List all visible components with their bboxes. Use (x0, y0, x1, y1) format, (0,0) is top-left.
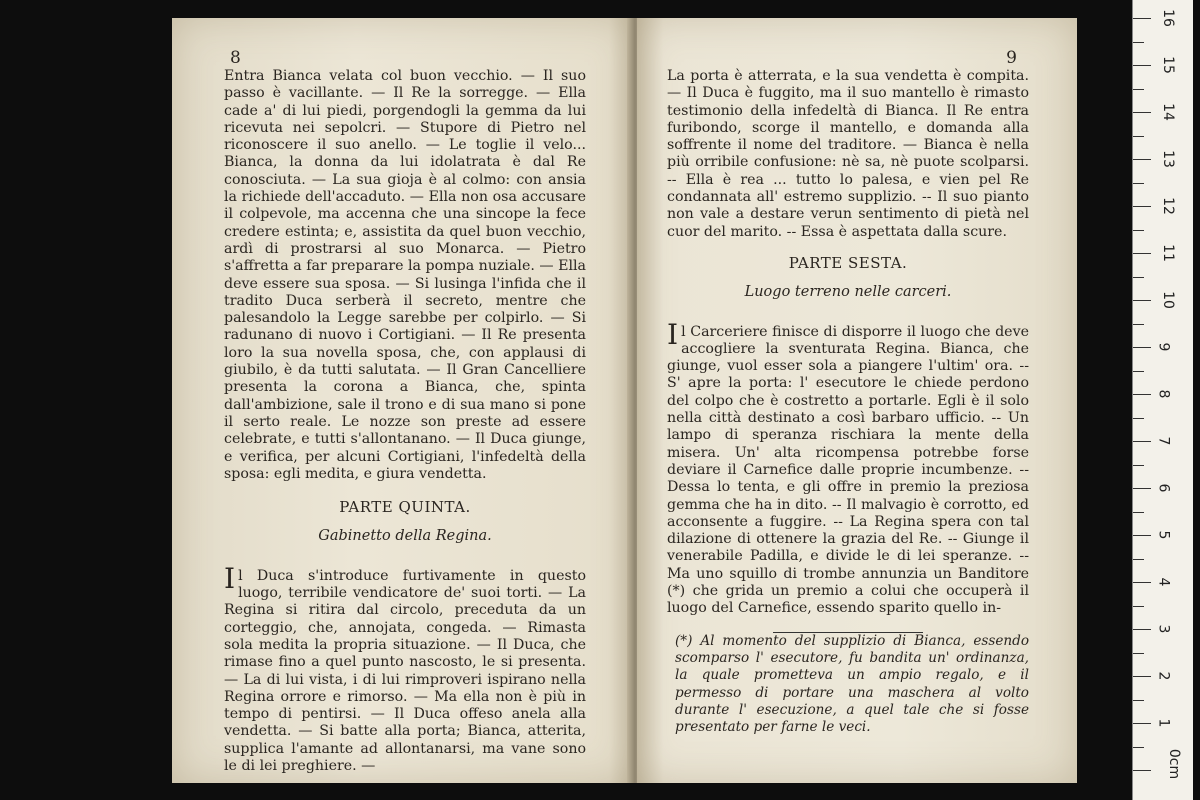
ruler-cm-tick (1133, 300, 1151, 301)
ruler-label: 6 (1155, 483, 1172, 493)
ruler-half-tick (1133, 606, 1144, 607)
ruler-label: 3 (1155, 624, 1172, 634)
ruler-label: 14 (1159, 103, 1176, 121)
ruler-cm-tick (1133, 112, 1151, 113)
ruler-cm-tick (1133, 253, 1151, 254)
ruler-half-tick (1133, 277, 1144, 278)
ruler-half-tick (1133, 324, 1144, 325)
ruler-half-tick (1133, 371, 1144, 372)
ruler-cm-tick (1133, 535, 1151, 536)
ruler-label: 8 (1155, 389, 1172, 399)
drop-cap-left: I (224, 561, 236, 595)
section-heading-parte-sesta: PARTE SESTA. (788, 253, 908, 272)
ruler-cm-tick (1133, 206, 1151, 207)
ruler-half-tick (1133, 559, 1144, 560)
ruler-label: 2 (1155, 671, 1172, 681)
section-heading-parte-quinta: PARTE QUINTA. (339, 498, 471, 517)
ruler-cm-tick (1133, 723, 1151, 724)
ruler-half-tick (1133, 747, 1144, 748)
ruler-label: 7 (1155, 436, 1172, 446)
left-page (172, 18, 632, 783)
ruler-label: 0cm (1166, 748, 1183, 780)
ruler-cm-tick (1133, 18, 1151, 19)
footnote: (*) Al momento del supplizio di Bianca, essendo scomparso l' esecutore, fu bandita un' ordinanza, la quale prometteva un ampio regalo, e il permesso di portare una maschera al volto durante l' esecuzione, a quel tale che si fosse presentato per farne le veci. (675, 632, 1029, 736)
ruler-label: 11 (1159, 244, 1176, 262)
ruler-half-tick (1133, 465, 1144, 466)
left-paragraph-2: l Duca s'introduce furtivamente in questo luogo, terribile vendicatore de' suoi torti. — La Regina si ritira dal circolo, preceduta da un corteggio, che, annojata, congeda. — Rimasta sola medita la propria situazione. — Il Duca, che rimase fino a quel punto nascosto, le si presenta. — La di lui vista, i di lui rimproveri ispirano nella Regina orrore e rimorso. — Ma ella non è più in tempo di pentirsi. — Il Duca offeso anela alla vendetta. — Si batte alla porta; Bianca, atterita, supplica l'amante ad allontanarsi, ma vane sono le di lei preghiere. — (224, 567, 586, 774)
ruler-half-tick (1133, 183, 1144, 184)
ruler-half-tick (1133, 418, 1144, 419)
ruler-label: 1 (1155, 718, 1172, 728)
ruler-cm-tick (1133, 676, 1151, 677)
right-paragraph-1: La porta è atterrata, e la sua vendetta è compita. — Il Duca è fuggito, ma il suo mantello è rimasto testimonio della infedeltà di Bianca. Il Re entra furibondo, scorge il mantello, e domanda alla soffrente il nome del traditore. — Bianca è nella più orribile confusione: nè sa, nè puote scolparsi. -- Ella è rea ... tutto lo palesa, e vien pel Re condannata all' estremo supplizio. -- Il suo pianto non vale a destare verun sentimento di pietà nel cuor del marito. -- Essa è aspettata dalla scure. (667, 68, 1029, 240)
ruler-half-tick (1133, 700, 1144, 701)
ruler-label: 16 (1159, 9, 1176, 27)
ruler-cm-tick (1133, 159, 1151, 160)
section-subheading-left: Gabinetto della Regina. (318, 528, 492, 545)
ruler-label: 13 (1159, 150, 1176, 168)
ruler-label: 15 (1159, 56, 1176, 74)
right-page-text (667, 68, 1029, 736)
page-number-right: 9 (1006, 48, 1017, 68)
open-book-spread (172, 18, 1077, 783)
ruler-label: 12 (1159, 197, 1176, 215)
ruler-cm-tick (1133, 488, 1151, 489)
ruler-cm-tick (1133, 582, 1151, 583)
ruler-half-tick (1133, 653, 1144, 654)
section-subheading-right: Luogo terreno nelle carceri. (744, 284, 952, 301)
ruler-half-tick (1133, 136, 1144, 137)
ruler-half-tick (1133, 512, 1144, 513)
ruler-half-tick (1133, 89, 1144, 90)
right-page (637, 18, 1077, 783)
ruler-label: 9 (1155, 342, 1172, 352)
ruler-cm-tick (1133, 770, 1151, 771)
ruler-label: 10 (1159, 291, 1176, 309)
ruler-half-tick (1133, 230, 1144, 231)
ruler-half-tick (1133, 42, 1144, 43)
left-page-text (224, 68, 586, 775)
right-paragraph-2: l Carceriere finisce di disporre il luogo che deve accogliere la sventurata Regina. Bianca, che giunge, vuol esser sola a piangere l'ultim' ora. -- S' apre la porta: l' esecutore le chiede perdono del colpo che è costretto a portarle. Egli è il solo nella città destinato a così barbaro ufficio. -- Un lampo di speranza rischiara la mente della misera. Un' alta ricompensa potrebbe forse deviare il Carnefice dalle proprie incumbenze. -- Dessa lo tenta, e gli offre in premio la preziosa gemma che ha in dito. -- Il malvagio è corrotto, ed acconsente a fuggire. -- La Regina spera con tal dilazione di ottenere la grazia del Re. -- Giunge il venerabile Padilla, e divide le di lei speranze. -- Ma uno squillo di trombe annunzia un Banditore (*) che grida un premio a colui che occuperà il luogo del Carnefice, essendo sparito quello in- (667, 323, 1029, 617)
measuring-ruler (1132, 0, 1193, 800)
ruler-cm-tick (1133, 629, 1151, 630)
ruler-cm-tick (1133, 347, 1151, 348)
ruler-cm-tick (1133, 394, 1151, 395)
ruler-cm-tick (1133, 441, 1151, 442)
page-number-left: 8 (230, 48, 241, 68)
ruler-label: 4 (1155, 577, 1172, 587)
left-paragraph-1: Entra Bianca velata col buon vecchio. — Il suo passo è vacillante. — Il Re la sorregge. — Ella cade a' di lui piedi, porgendogli la gemma da lui ricevuta nei sepolcri. — Stupore di Pietro nel riconoscere il suo anello. — Le toglie il velo... Bianca, la donna da lui idolatrata è dal Re conosciuta. — La sua gioja è al colmo: con ansia la richiede dell'accaduto. — Ella non osa accusare il colpevole, ma accenna che una sincope la fece credere estinta; e, assistita da quel buon vecchio, ardì di prostrarsi al suo Monarca. — Pietro s'affretta a far preparare la pompa nuziale. — Ella deve essere sua sposa. — Si lusinga l'infida che il tradito Duca serberà il secreto, mentre che palesandolo la Legge sarebbe per colpirlo. — Si radunano di nuovo i Cortigiani. — Il Re presenta loro la sua novella sposa, che, con applausi di giubilo, è da tutti salutata. — Il Gran Cancelliere presenta la corona a Bianca, che, spinta dall'ambizione, sale il trono e di sua mano si pone il serto reale. Le nozze son preste ad essere celebrate, e tutti s'allontanano. — Il Duca giunge, e verifica, per alcuni Cortigiani, l'infedeltà della sposa: egli medita, e giura vendetta. (224, 68, 586, 482)
ruler-cm-tick (1133, 65, 1151, 66)
drop-cap-right: I (667, 317, 679, 351)
ruler-label: 5 (1155, 530, 1172, 540)
